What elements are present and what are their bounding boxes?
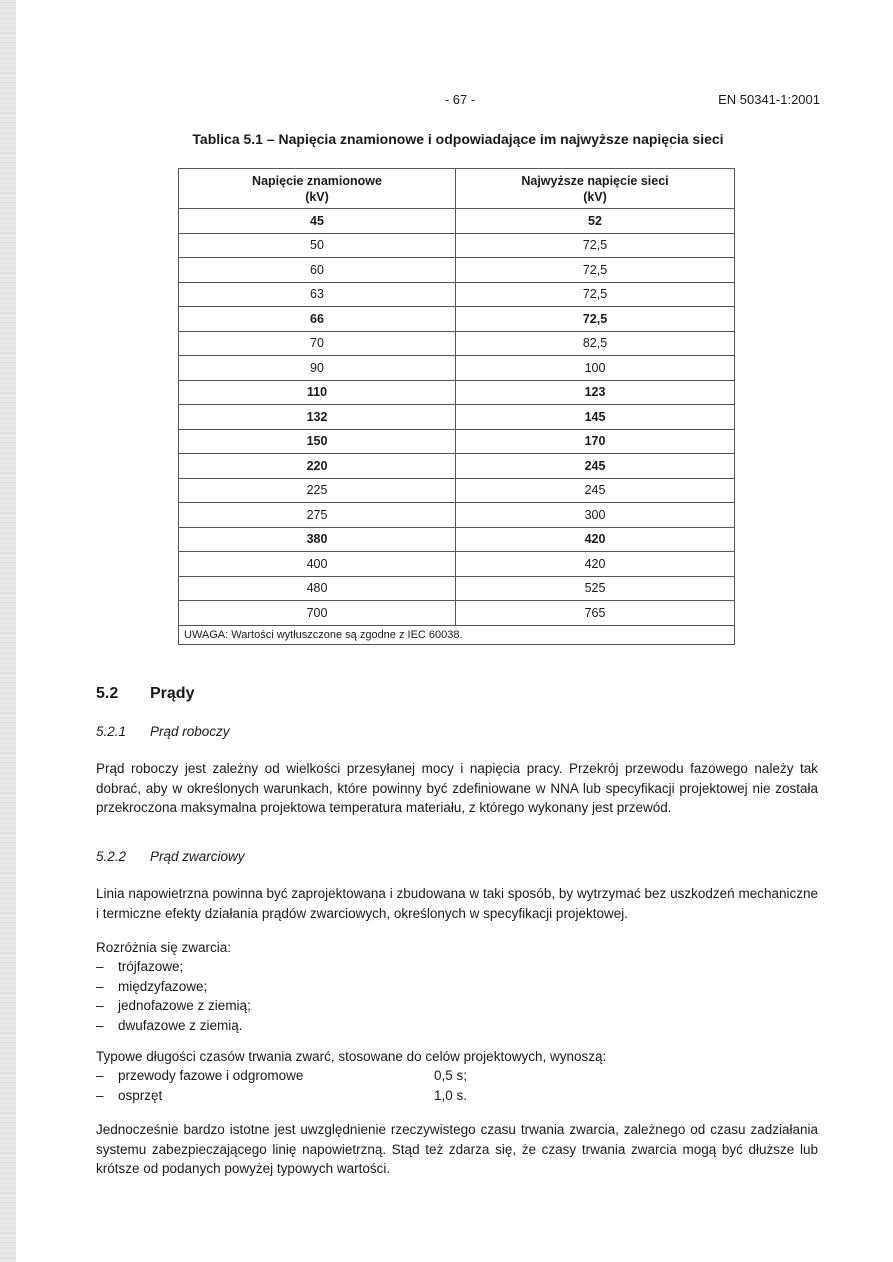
scan-edge	[0, 0, 16, 1262]
section-number: 5.2	[96, 685, 119, 702]
section-heading	[96, 685, 194, 703]
durations-list	[96, 1066, 596, 1105]
subsection-number-1: 5.2.1	[96, 724, 127, 739]
nominal-voltage-cell: 90	[179, 356, 456, 381]
highest-voltage-cell: 525	[456, 576, 735, 601]
table-row	[179, 478, 735, 503]
col-nominal-title: Napięcie znamionowe	[252, 173, 382, 188]
nominal-voltage-cell: 150	[179, 429, 456, 454]
nominal-voltage-cell: 132	[179, 405, 456, 430]
nominal-voltage-cell: 225	[179, 478, 456, 503]
nominal-voltage-cell: 700	[179, 601, 456, 626]
nominal-voltage-cell: 275	[179, 503, 456, 528]
subsection-heading-2	[96, 849, 245, 864]
duration-item: – przewody fazowe i odgromowe 0,5 s;	[96, 1066, 596, 1086]
table-row	[179, 307, 735, 332]
col-highest-header	[456, 169, 735, 209]
table-row	[179, 233, 735, 258]
durations-intro: Typowe długości czasów trwania zwarć, stosowane do celów projektowych, wynoszą:	[96, 1049, 607, 1064]
highest-voltage-cell: 145	[456, 405, 735, 430]
list-item-text: międzyfazowe;	[118, 978, 208, 994]
table-header-row	[179, 169, 735, 209]
highest-voltage-cell: 765	[456, 601, 735, 626]
list-item: – międzyfazowe;	[96, 978, 208, 994]
table-row	[179, 503, 735, 528]
nominal-voltage-cell: 220	[179, 454, 456, 479]
fault-types-list	[96, 957, 251, 1035]
table-row	[179, 576, 735, 601]
list-item: – jednofazowe z ziemią;	[96, 998, 251, 1013]
table-body	[179, 209, 735, 626]
duration-label: osprzęt	[118, 1087, 163, 1103]
duration-value: 1,0 s.	[434, 1087, 468, 1103]
standard-id: EN 50341-1:2001	[718, 92, 820, 107]
table-row	[179, 454, 735, 479]
highest-voltage-cell: 245	[456, 454, 735, 479]
nominal-voltage-cell: 63	[179, 282, 456, 307]
highest-voltage-cell: 300	[456, 503, 735, 528]
highest-voltage-cell: 170	[456, 429, 735, 454]
highest-voltage-cell: 82,5	[456, 331, 735, 356]
list-item-text: jednofazowe z ziemią;	[118, 998, 251, 1013]
nominal-voltage-cell: 66	[179, 307, 456, 332]
highest-voltage-cell: 123	[456, 380, 735, 405]
duration-label: przewody fazowe i odgromowe	[118, 1068, 304, 1083]
nominal-voltage-cell: 70	[179, 331, 456, 356]
nominal-voltage-cell: 45	[179, 209, 456, 234]
table-row	[179, 209, 735, 234]
col-highest-title: Najwyższe napięcie sieci	[521, 173, 669, 188]
subsection-heading-1	[96, 724, 230, 739]
highest-voltage-cell: 72,5	[456, 258, 735, 283]
duration-value: 0,5 s;	[434, 1068, 468, 1083]
table-row	[179, 282, 735, 307]
table-row	[179, 552, 735, 577]
list-item-text: dwufazowe z ziemią.	[118, 1017, 243, 1033]
highest-voltage-cell: 72,5	[456, 233, 735, 258]
table-row	[179, 356, 735, 381]
nominal-voltage-cell: 380	[179, 527, 456, 552]
col-highest-unit: (kV)	[583, 189, 607, 204]
subsection-title-2: Prąd zwarciowy	[150, 849, 245, 864]
table-row	[179, 429, 735, 454]
paragraph-working-current: Prąd roboczy jest zależny od wielkości przesyłanej mocy i napięcia pracy. Przekrój przewodu fazowego należy tak dobrać, aby w określonych warunkach, które powinny być zdefiniowane w NNA lub specyfikacji projektowej nie została przekroczona maksymalna projektowa temperatura materiału, z którego wykonany jest przewód.	[96, 761, 818, 816]
nominal-voltage-cell: 400	[179, 552, 456, 577]
list-item-text: trójfazowe;	[118, 959, 184, 974]
table-note: UWAGA: Wartości wytłuszczone są zgodne z IEC 60038.	[179, 625, 735, 644]
nominal-voltage-cell: 50	[179, 233, 456, 258]
nominal-voltage-cell: 480	[179, 576, 456, 601]
duration-item: – osprzęt 1,0 s.	[96, 1086, 596, 1106]
page-number: - 67 -	[444, 92, 476, 107]
table-caption: Tablica 5.1 – Napięcia znamionowe i odpowiadające im najwyższe napięcia sieci	[192, 131, 724, 147]
fault-types-intro: Rozróżnia się zwarcia:	[96, 940, 232, 955]
list-item: – dwufazowe z ziemią.	[96, 1017, 243, 1033]
list-item: – trójfazowe;	[96, 959, 184, 974]
col-nominal-unit: (kV)	[305, 189, 329, 204]
table-note-row	[179, 625, 735, 644]
table-row	[179, 258, 735, 283]
highest-voltage-cell: 420	[456, 552, 735, 577]
highest-voltage-cell: 52	[456, 209, 735, 234]
highest-voltage-cell: 72,5	[456, 307, 735, 332]
subsection-title-1: Prąd roboczy	[150, 724, 230, 739]
highest-voltage-cell: 420	[456, 527, 735, 552]
nominal-voltage-cell: 110	[179, 380, 456, 405]
table-row	[179, 527, 735, 552]
paragraph-short-circuit: Linia napowietrzna powinna być zaprojektowana i zbudowana w taki sposób, by wytrzymać bez uszkodzeń mechaniczne i termiczne efekty działania prądów zwarciowych, określonych w specyfikacji projektowej.	[96, 886, 818, 921]
nominal-voltage-cell: 60	[179, 258, 456, 283]
paragraph-closing: Jednocześnie bardzo istotne jest uwzględnienie rzeczywistego czasu trwania zwarcia, zależnego od czasu zadziałania systemu zabezpieczającego linię napowietrzną. Stąd też zdarza się, że czasy trwania zwarcia mogą być dłuższe lub krótsze od podanych powyżej typowych wartości.	[96, 1122, 818, 1177]
voltage-table	[178, 168, 735, 645]
table-row	[179, 380, 735, 405]
highest-voltage-cell: 72,5	[456, 282, 735, 307]
section-title: Prądy	[150, 685, 195, 702]
table-row	[179, 601, 735, 626]
highest-voltage-cell: 245	[456, 478, 735, 503]
col-nominal-header	[179, 169, 456, 209]
table-row	[179, 405, 735, 430]
table-row	[179, 331, 735, 356]
subsection-number-2: 5.2.2	[96, 849, 127, 864]
highest-voltage-cell: 100	[456, 356, 735, 381]
